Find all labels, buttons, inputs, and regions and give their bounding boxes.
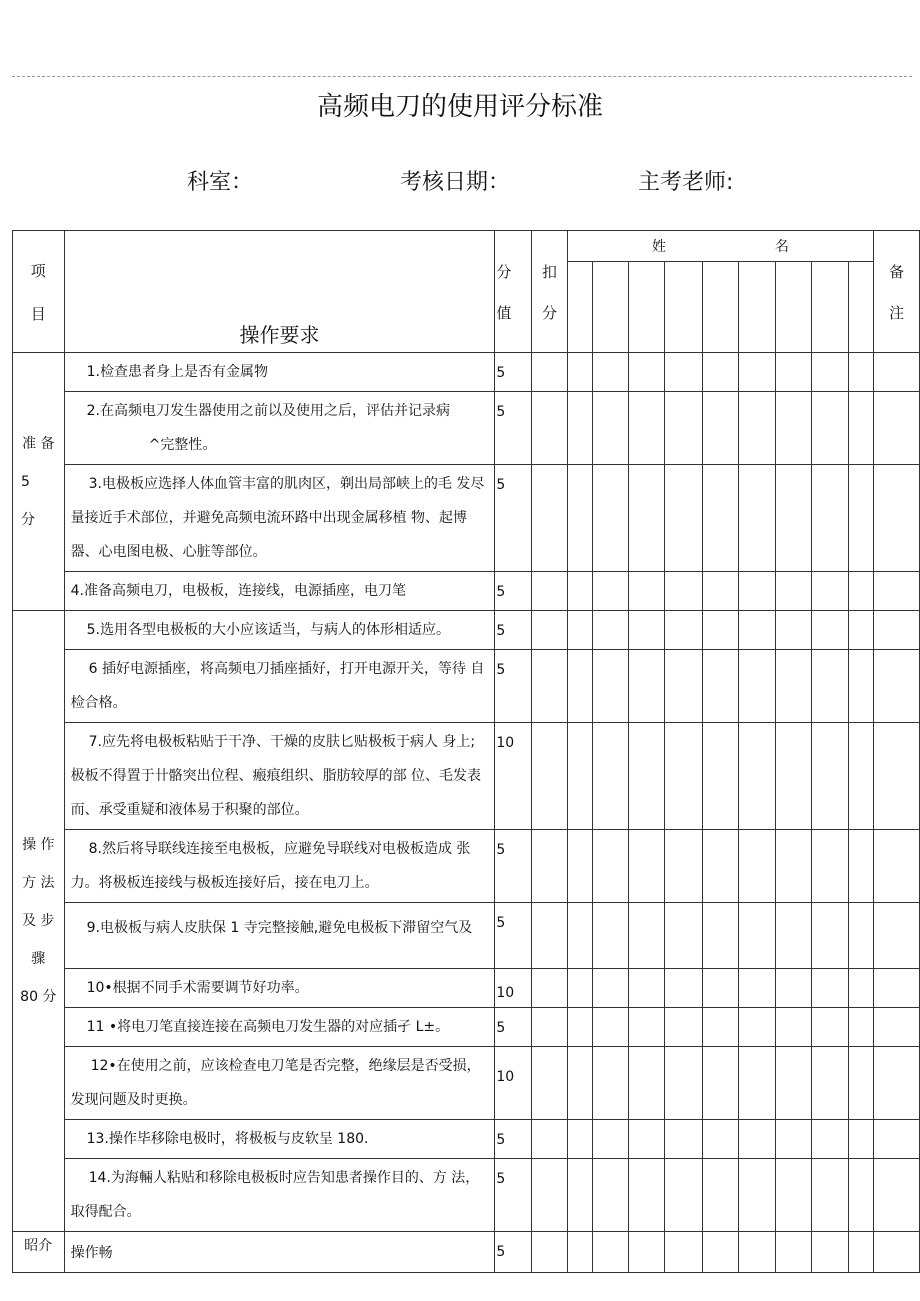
remark-cell[interactable] [874,611,920,650]
requirement-cell: 5.选用各型电极板的大小应该适当，与病人的体形相适应。 [64,611,495,650]
header-deduct-l1: 扣 [541,262,557,281]
remark-cell[interactable] [874,969,920,1008]
category-prep-l3: 分 [21,511,35,528]
name-col[interactable] [592,262,628,353]
name-col[interactable] [812,262,849,353]
remark-cell[interactable] [874,1008,920,1047]
header-requirement [64,231,495,353]
remark-cell[interactable] [874,830,920,903]
table-row [13,903,920,969]
remark-cell[interactable] [874,903,920,969]
deduct-cell[interactable] [532,830,567,903]
table-row [13,650,920,723]
score-cell: 10 [495,1047,532,1120]
examiner-label: 主考老师: [638,170,734,195]
score-cell: 5 [495,392,532,465]
header-score-l2: 值 [496,303,512,322]
requirement-cell: 10•根据不同手术需要调节好功率。 [64,969,495,1008]
table-row [13,1008,920,1047]
header-name-l1: 姓 [651,239,666,255]
score-cell: 5 [495,353,532,392]
score-cell: 5 [495,1159,532,1232]
category-ops-l2: 方 法 [22,875,55,891]
name-col[interactable] [703,262,739,353]
score-cell: 5 [495,465,532,572]
remark-cell[interactable] [874,723,920,830]
category-ops-l3: 及 步 [22,913,55,929]
table-row [13,392,920,465]
table-row [13,1232,920,1273]
header-name-l2: 名 [774,239,789,255]
header-deduct [532,231,567,353]
dept-label: 科室： [187,170,254,195]
requirement-cell: 8.然后将导联线连接至电极板，应避免导联线对电极板造成 张力。将极板连接线与极板连接好后，接在电刀上。 [64,830,495,903]
name-col[interactable] [738,262,775,353]
header-item-l1: 项 [30,261,46,280]
header-deduct-l2: 分 [541,303,557,322]
category-ops-l5: 80 分 [20,989,57,1005]
name-col[interactable] [849,262,874,353]
deduct-cell[interactable] [532,572,567,611]
requirement-cell: 12•在使用之前，应该检查电刀笔是否完整，绝缘层是否受损，发现问题及时更换。 [64,1047,495,1120]
name-col[interactable] [775,262,812,353]
deduct-cell[interactable] [532,1232,567,1273]
remark-cell[interactable] [874,353,920,392]
category-ops-l4: 骤 [31,951,46,967]
category-prep-l2: 5 [21,473,30,490]
category-ops-l1: 操 作 [22,837,55,853]
deduct-cell[interactable] [532,392,567,465]
requirement-cell: 14.为海輛人粘贴和移除电极板时应告知患者操作目的、方 法，取得配合。 [64,1159,495,1232]
requirement-cell: 13.操作毕移除电极时，将极板与皮软呈 180. [64,1120,495,1159]
table-row [13,1047,920,1120]
requirement-cell: 1.检查患者身上是否有金属物 [64,353,495,392]
category-prep-l1: 准 备 [22,435,55,452]
header-score [495,231,532,353]
deduct-cell[interactable] [532,650,567,723]
header-requirement-text: 操作要求 [239,322,320,347]
date-label: 考核日期： [400,170,511,195]
table-row [13,611,920,650]
header-remark-l2: 注 [889,303,905,322]
table-row [13,1159,920,1232]
header-name [567,231,874,262]
score-cell: 5 [495,830,532,903]
remark-cell[interactable] [874,572,920,611]
deduct-cell[interactable] [532,1047,567,1120]
requirement-cell: 7.应先将电极板粘贴于干净、干燥的皮肤匕贴极板于病人 身上;极板不得置于卄骼突出位程、瘢痕组织、脂肪较厚的部 位、毛发表而、承受重疑和液体易于积聚的部位。 [64,723,495,830]
remark-cell[interactable] [874,465,920,572]
header-item-l2: 目 [30,304,46,323]
table-row [13,465,920,572]
deduct-cell[interactable] [532,903,567,969]
header-row [13,231,920,262]
category-prep [13,353,65,611]
page-title: 高频电刀的使用评分标准 [316,92,603,122]
table-row [13,353,920,392]
requirement-line: ^完整性。 [148,437,217,453]
remark-cell[interactable] [874,392,920,465]
deduct-cell[interactable] [532,723,567,830]
score-cell: 5 [495,1120,532,1159]
score-cell: 10 [495,969,532,1008]
score-cell: 5 [495,903,532,969]
deduct-cell[interactable] [532,465,567,572]
category-intro: 昭介 [13,1232,65,1273]
table-row [13,969,920,1008]
score-cell: 5 [495,572,532,611]
table-row [13,830,920,903]
name-col[interactable] [665,262,703,353]
deduct-cell[interactable] [532,1008,567,1047]
deduct-cell[interactable] [532,353,567,392]
remark-cell[interactable] [874,1120,920,1159]
table-row [13,572,920,611]
remark-cell[interactable] [874,1159,920,1232]
category-ops [13,611,65,1232]
requirement-cell: 4.准备高频电刀，电极板，连接线，电源插座，电刀笔 [64,572,495,611]
deduct-cell[interactable] [532,1159,567,1232]
name-col[interactable] [567,262,592,353]
score-cell: 5 [495,1232,532,1273]
requirement-cell: 11 •将电刀笔直接连接在高频电刀发生器的对应插孑 L±。 [64,1008,495,1047]
header-remark [874,231,920,353]
requirement-cell: 操作畅 [64,1232,495,1273]
header-remark-l1: 备 [889,262,905,281]
requirement-cell: 9.电极板与病人皮肤保 1 寺完整接触,避免电极板下滞留空气及 [64,903,495,969]
remark-cell[interactable] [874,1232,920,1273]
top-dashed-rule [12,76,912,77]
requirement-cell [64,392,495,465]
score-cell: 5 [495,650,532,723]
score-cell: 5 [495,611,532,650]
score-cell: 10 [495,723,532,830]
deduct-cell[interactable] [532,969,567,1008]
table-row [13,1120,920,1159]
header-item [13,231,65,353]
remark-cell[interactable] [874,650,920,723]
remark-cell[interactable] [874,1047,920,1120]
requirement-cell: 3.电极板应选择人体血管丰富的肌肉区，剃出局部峡上的毛 发尽量接近手术部位，并避免高频电流环路中出现金属移植 物、起博器、心电图电极、心脏等部位。 [64,465,495,572]
scoring-table [12,230,920,1273]
deduct-cell[interactable] [532,1120,567,1159]
table-row [13,723,920,830]
score-cell: 5 [495,1008,532,1047]
requirement-cell: 6 插好电源插座，将高频电刀插座插好，打开电源开关，等待 自检合格。 [64,650,495,723]
deduct-cell[interactable] [532,611,567,650]
header-score-l1: 分 [496,262,512,281]
name-col[interactable] [628,262,665,353]
requirement-line: 2.在高频电刀发生器使用之前以及使用之后，评估并记录病 [86,403,450,419]
